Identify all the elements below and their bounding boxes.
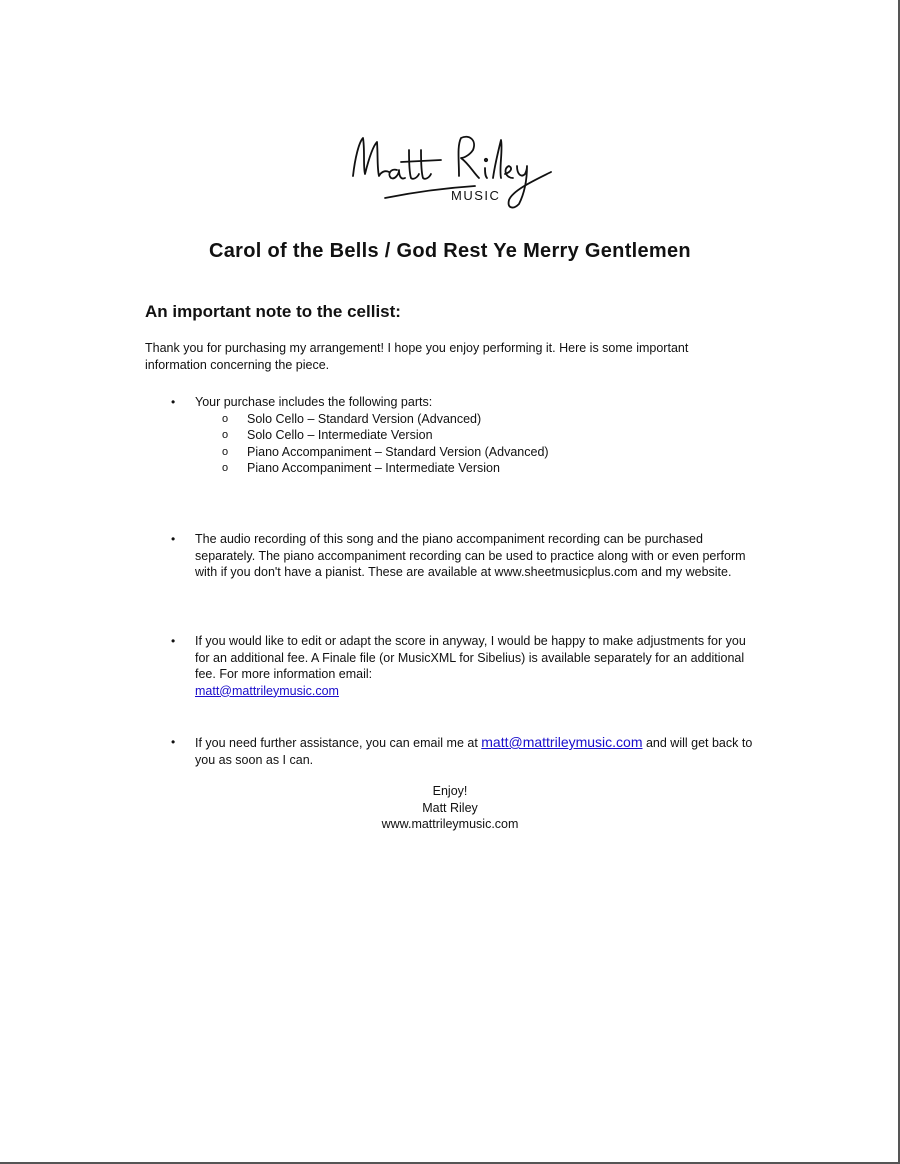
bullet-parts xyxy=(171,394,755,477)
bullet-marker: • xyxy=(171,634,176,648)
intro-paragraph: Thank you for purchasing my arrangement! I hope you enjoy performing it. Here is some important information concerning the piece. xyxy=(145,341,689,372)
bullet-audio xyxy=(171,531,755,581)
bullet-marker: • xyxy=(171,735,176,749)
document-title: Carol of the Bells / God Rest Ye Merry Gentlemen xyxy=(209,240,691,262)
audio-text: The audio recording of this song and the piano accompaniment recording can be purchased separately. The piano accompaniment recording can be used to practice along with or even perform with if you don't have a pianist. These are available at www.sheetmusicplus.com and my website. xyxy=(195,532,746,579)
assist-text-before: If you need further assistance, you can email me at xyxy=(195,736,482,750)
bullet-assist xyxy=(171,734,755,768)
section-heading: An important note to the cellist: xyxy=(145,302,401,321)
sub-bullet-marker: o xyxy=(222,462,229,474)
parts-list xyxy=(195,411,755,477)
list-item xyxy=(195,460,755,477)
signoff-name: Matt Riley xyxy=(422,800,478,815)
edit-text: If you would like to edit or adapt the score in anyway, I would be happy to make adjustments for you for an additional fee. A Finale file (or MusicXML for Sibelius) is available separately for an additional fee. For more information email: xyxy=(195,634,746,681)
signoff-website: www.mattrileymusic.com xyxy=(381,817,519,831)
part-label: Piano Accompaniment – Intermediate Version xyxy=(247,461,500,475)
part-label: Solo Cello – Standard Version (Advanced) xyxy=(247,411,482,426)
edit-email-link[interactable]: matt@mattrileymusic.com xyxy=(195,683,339,698)
logo-music-text: MUSIC xyxy=(451,188,501,203)
signoff xyxy=(0,783,900,833)
list-item xyxy=(195,427,755,444)
list-item xyxy=(195,444,755,461)
bullet-marker: • xyxy=(171,532,176,546)
matt-riley-music-logo xyxy=(345,128,565,218)
sub-bullet-marker: o xyxy=(222,429,229,441)
bullet-marker: • xyxy=(171,395,176,409)
sub-bullet-marker: o xyxy=(222,445,229,458)
list-item xyxy=(195,411,755,428)
part-label: Solo Cello – Intermediate Version xyxy=(247,428,433,442)
parts-intro-text: Your purchase includes the following parts: xyxy=(195,395,433,409)
sub-bullet-marker: o xyxy=(222,412,229,425)
signoff-enjoy: Enjoy! xyxy=(432,784,468,798)
part-label: Piano Accompaniment – Standard Version (Advanced) xyxy=(247,444,549,459)
bullet-edit xyxy=(171,633,755,699)
assist-text-after: and will get back to you as soon as I can. xyxy=(195,736,753,767)
assist-email-link[interactable]: matt@mattrileymusic.com xyxy=(481,734,643,750)
